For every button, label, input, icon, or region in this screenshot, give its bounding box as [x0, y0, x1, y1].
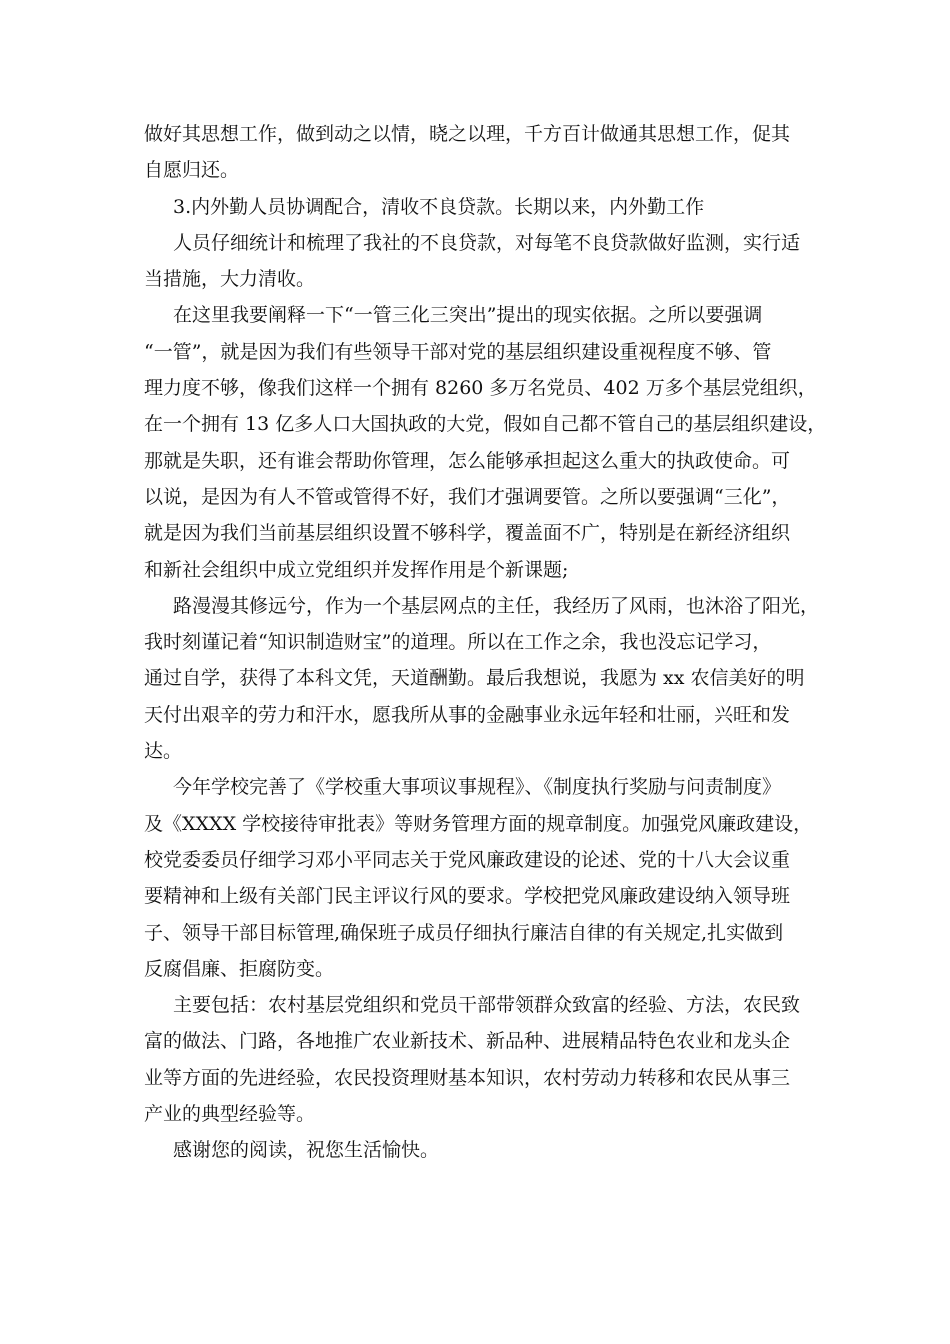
text-line: 通过自学，获得了本科文凭，天道酬勤。最后我想说，我愿为 xx 农信美好的明	[144, 667, 805, 690]
text-line: 主要包括：农村基层党组织和党员干部带领群众致富的经验、方法，农民致	[173, 994, 801, 1017]
paragraph-8	[144, 1132, 824, 1168]
text-line: 富的做法、门路，各地推广农业新技术、新品种、进展精品特色农业和龙头企	[144, 1030, 791, 1053]
paragraph-6	[144, 769, 824, 987]
text-line: 今年学校完善了《学校重大事项议事规程》、《制度执行奖励与问责制度》	[173, 776, 782, 799]
paragraph-4	[144, 297, 827, 587]
text-line: 人员仔细统计和梳理了我社的不良贷款，对每笔不良贷款做好监测，实行适	[173, 231, 801, 254]
paragraph-2	[144, 189, 824, 225]
text-line: 达。	[144, 740, 183, 763]
text-line: 当措施，大力清收。	[144, 268, 316, 291]
text-line: 要精神和上级有关部门民主评议行风的要求。学校把党风廉政建设纳入领导班	[144, 885, 791, 908]
paragraph-7	[144, 987, 824, 1132]
text-line: 和新社会组织中成立党组织并发挥作用是个新课题;	[144, 558, 569, 581]
text-line: 在一个拥有 13 亿多人口大国执政的大党，假如自己都不管自己的基层组织建设，	[144, 413, 827, 436]
text-line: 自愿归还。	[144, 159, 240, 182]
text-line: 子、领导干部目标管理,确保班子成员仔细执行廉洁自律的有关规定,扎实做到	[144, 921, 784, 944]
paragraph-1	[144, 116, 824, 189]
paragraph-3	[144, 225, 824, 298]
text-line: “一管”，就是因为我们有些领导干部对党的基层组织建设重视程度不够、管	[144, 340, 772, 363]
text-line: 以说，是因为有人不管或管得不好，我们才强调要管。之所以要强调“三化”，	[144, 485, 791, 508]
text-line: 及《XXXX 学校接待审批表》等财务管理方面的规章制度。加强党风廉政建设，	[144, 812, 813, 835]
text-line: 3.内外勤人员协调配合，清收不良贷款。长期以来，内外勤工作	[173, 195, 705, 218]
text-line: 业等方面的先进经验，农民投资理财基本知识，农村劳动力转移和农民从事三	[144, 1066, 791, 1089]
text-line: 天付出艰辛的劳力和汗水，愿我所从事的金融事业永远年轻和壮丽，兴旺和发	[144, 703, 791, 726]
text-line: 我时刻谨记着“知识制造财宝”的道理。所以在工作之余，我也没忘记学习，	[144, 631, 772, 654]
text-line: 感谢您的阅读，祝您生活愉快。	[173, 1139, 440, 1162]
text-line: 做好其思想工作，做到动之以情，晓之以理，千方百计做通其思想工作，促其	[144, 123, 791, 145]
text-line: 那就是失职，还有谁会帮助你管理，怎么能够承担起这么重大的执政使命。可	[144, 449, 791, 472]
text-line: 路漫漫其修远兮，作为一个基层网点的主任，我经历了风雨，也沐浴了阳光，	[173, 594, 820, 617]
text-line: 理力度不够，像我们这样一个拥有 8260 多万名党员、402 万多个基层党组织，	[144, 377, 817, 400]
text-line: 产业的典型经验等。	[144, 1103, 316, 1126]
document-body	[144, 116, 827, 1169]
paragraph-5	[144, 588, 824, 769]
text-line: 校党委委员仔细学习邓小平同志关于党风廉政建设的论述、党的十八大会议重	[144, 848, 791, 871]
text-line: 就是因为我们当前基层组织设置不够科学，覆盖面不广，特别是在新经济组织	[144, 522, 791, 545]
text-line: 在这里我要阐释一下“一管三化三突出”提出的现实依据。之所以要强调	[173, 304, 763, 327]
text-line: 反腐倡廉、拒腐防变。	[144, 957, 335, 980]
